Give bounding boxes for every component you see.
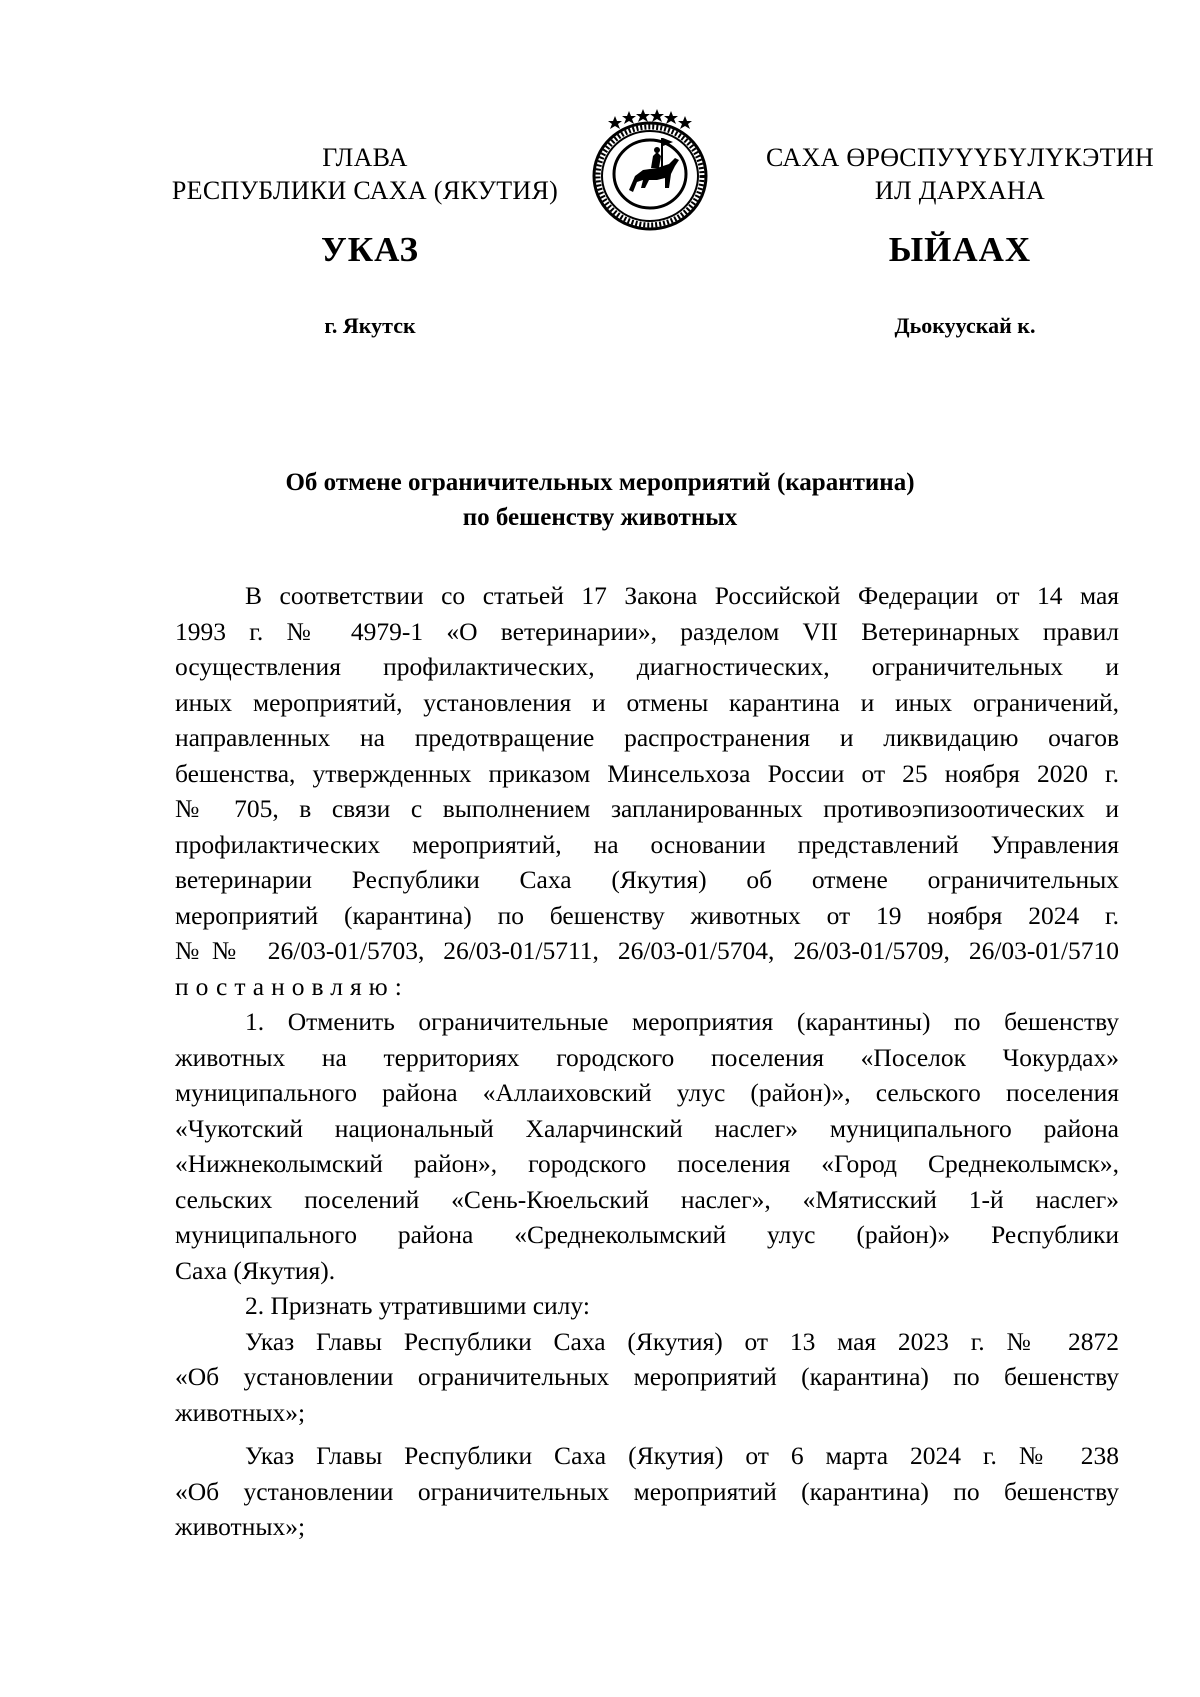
preamble-line: 1993 г. № 4979-1 «О ветеринарии», разделом VII Ветеринарных правил [175, 616, 1119, 646]
place-ru: г. Якутск [324, 313, 416, 338]
document-body [175, 578, 1119, 1545]
preamble-line: мероприятий (карантина) по бешенству животных от 19 ноября 2024 г. [175, 900, 1119, 930]
issuer-ru-line2: РЕСПУБЛИКИ САХА (ЯКУТИЯ) [171, 176, 559, 205]
doc-type-ru: УКАЗ [321, 230, 419, 269]
item1-line: муниципального района «Среднеколымский улус (район)» Республики [175, 1220, 1119, 1249]
item1-line: «Нижнеколымский район», городского поселения «Город Среднеколымск», [175, 1149, 1119, 1178]
item2b-line: животных»; [175, 1512, 306, 1541]
preamble-line: направленных на предотвращение распространения и ликвидацию очагов [175, 723, 1119, 752]
preamble-line: иных мероприятий, установления и отмены карантина и иных ограничений, [175, 687, 1119, 717]
item1-line: сельских поселений «Сень-Кюельский наслег», «Мятисский 1-й наслег» [175, 1184, 1119, 1214]
preamble-line: №№ 26/03-01/5703, 26/03-01/5711, 26/03-01/5704, 26/03-01/5709, 26/03-01/5710 [175, 936, 1119, 965]
issuer-ru-line1: ГЛАВА [322, 143, 408, 172]
item1-line: Саха (Якутия). [175, 1255, 336, 1285]
title-line2: по бешенству животных [462, 504, 738, 531]
item2-heading: 2. Признать утратившими силу: [245, 1291, 590, 1320]
preamble-line: профилактических мероприятий, на основании представлений Управления [175, 829, 1119, 859]
item1-line: животных на территориях городского поселения «Поселок Чокурдах» [175, 1042, 1119, 1072]
preamble-line: В соответствии со статьей 17 Закона Российской Федерации от 14 мая [245, 581, 1119, 610]
preamble-line: ветеринарии Республики Саха (Якутия) об отмене ограничительных [175, 865, 1119, 894]
preamble-line: бешенства, утвержденных приказом Минсельхоза России от 25 ноября 2020 г. [175, 758, 1119, 788]
item1-line: «Чукотский национальный Халарчинский наслег» муниципального района [175, 1113, 1119, 1143]
preamble-line: осуществления профилактических, диагностических, ограничительных и [175, 652, 1119, 681]
place-sah: Дьокуускай к. [894, 313, 1036, 338]
item1-line: 1. Отменить ограничительные мероприятия (карантины) по бешенству [245, 1007, 1119, 1036]
document-title [160, 465, 1040, 535]
issuer-sah-line1: САХА ӨРӨСПУҮҮБҮЛҮКЭТИН [766, 143, 1154, 172]
item2b-line: «Об установлении ограничительных мероприятий (карантина) по бешенству [175, 1476, 1119, 1506]
item2b-line: Указ Главы Республики Саха (Якутия) от 6 марта 2024 г. № 238 [245, 1441, 1119, 1470]
issuer-sah [745, 141, 1175, 207]
item2a-line: «Об установлении ограничительных мероприятий (карантина) по бешенству [175, 1362, 1119, 1391]
preamble-line: № 705, в связи с выполнением запланированных противоэпизоотических и [175, 794, 1119, 823]
item2a-line: Указ Главы Республики Саха (Якутия) от 13 мая 2023 г. № 2872 [245, 1326, 1119, 1356]
issuer-sah-line2: ИЛ ДАРХАНА [874, 176, 1046, 205]
item2a-line: животных»; [175, 1397, 306, 1427]
item1-line: муниципального района «Аллаиховский улус (район)», сельского поселения [175, 1078, 1119, 1107]
sakha-coat-of-arms-seal-icon [585, 108, 715, 233]
doc-type-sah: ЫЙААХ [888, 230, 1032, 269]
title-line1: Об отмене ограничительных мероприятий (карантина) [285, 469, 915, 496]
issuer-ru [150, 141, 580, 207]
decree-word: постановляю: [175, 971, 409, 1001]
